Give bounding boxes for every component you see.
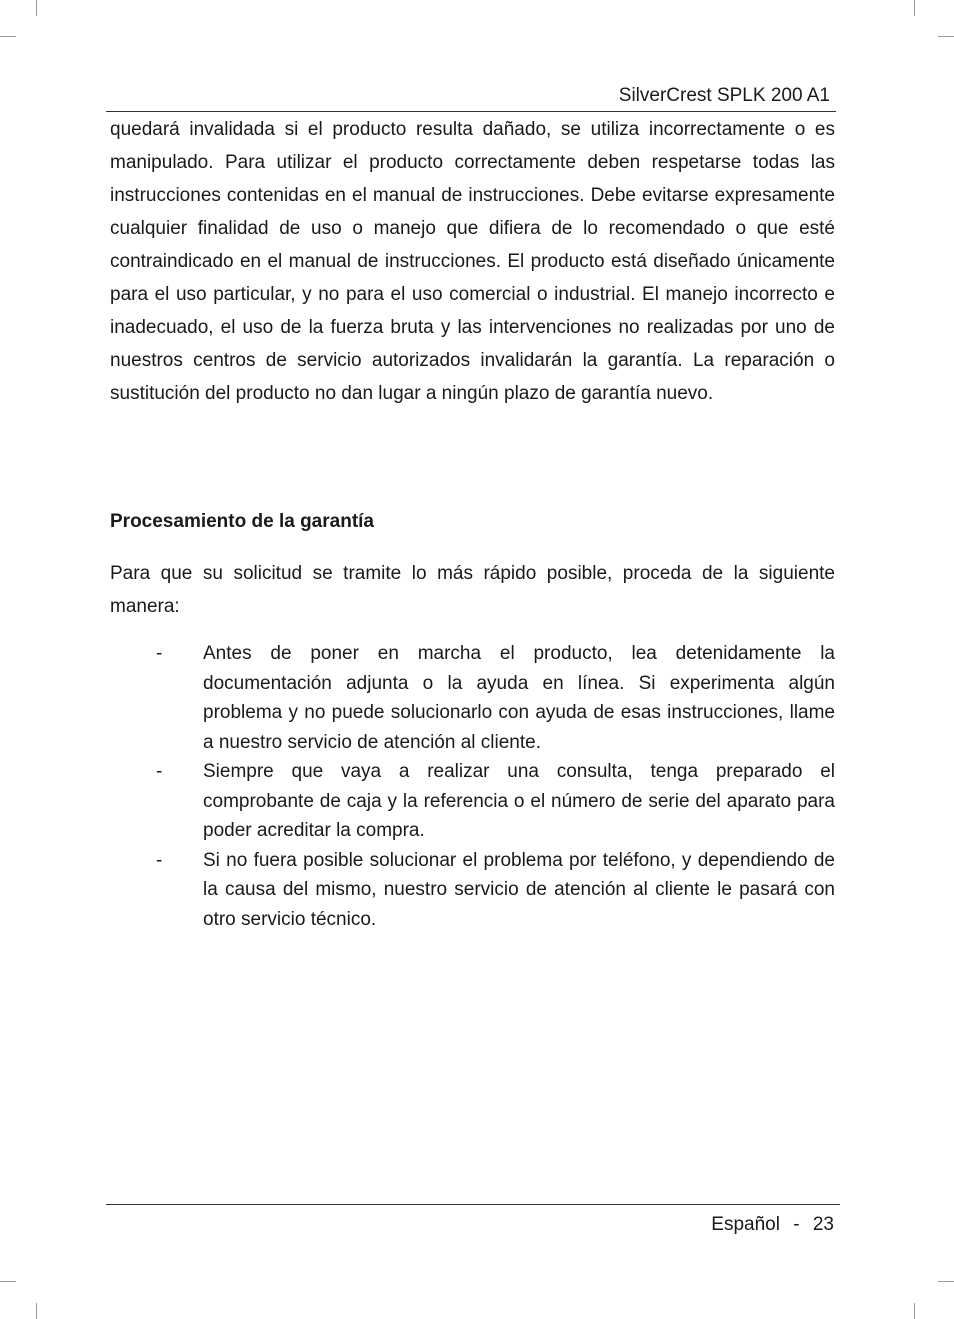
- footer-divider: [106, 1204, 840, 1205]
- header-divider: [106, 111, 836, 112]
- running-header: SilverCrest SPLK 200 A1: [618, 85, 830, 106]
- footer-language: Español: [711, 1214, 780, 1235]
- list-bullet: -: [156, 761, 163, 782]
- list-item-text: Antes de poner en marcha el producto, lea detenidamente la documentación adjunta o la ayuda en línea. Si experimenta algún problema y no puede solucionarlo con ayuda de esas instrucciones, llame a nuestro servicio de atención al cliente.: [203, 643, 835, 753]
- page-footer: [711, 1212, 834, 1238]
- step-list: [110, 639, 835, 934]
- section-heading: Procesamiento de la garantía: [110, 511, 374, 532]
- crop-mark: [0, 1281, 16, 1282]
- crop-mark: [938, 36, 954, 37]
- list-item: [110, 757, 835, 846]
- body-paragraph: quedará invalidada si el producto resulta dañado, se utiliza incorrectamente o es manipulado. Para utilizar el producto correctamente deben respetarse todas las instrucciones contenidas en el manual de instrucciones. Debe evitarse expresamente cualquier finalidad de uso o manejo que difiera de lo recomendado o que esté contraindicado en el manual de instrucciones. El producto está diseñado únicamente para el uso particular, y no para el uso comercial o industrial. El manejo incorrecto e inadecuado, el uso de la fuerza bruta y las intervenciones no realizadas por uno de nuestros centros de servicio autorizados invalidarán la garantía. La reparación o sustitución del producto no dan lugar a ningún plazo de garantía nuevo.: [110, 119, 835, 404]
- crop-mark: [36, 1303, 37, 1319]
- crop-mark: [0, 36, 16, 37]
- crop-mark: [914, 1303, 915, 1319]
- footer-separator: -: [793, 1214, 800, 1235]
- page-number: 23: [812, 1214, 834, 1235]
- list-bullet: -: [156, 849, 163, 871]
- crop-mark: [938, 1281, 954, 1282]
- list-item-text: Si no fuera posible solucionar el problema por teléfono, y dependiendo de la causa del mismo, nuestro servicio de atención al cliente le pasará con otro servicio técnico.: [203, 849, 835, 930]
- crop-mark: [914, 0, 915, 16]
- list-item-text: Siempre que vaya a realizar una consulta, tenga preparado el comprobante de caja y la referencia o el número de serie del aparato para poder acreditar la compra.: [203, 761, 835, 841]
- list-item: [110, 846, 835, 935]
- crop-mark: [36, 0, 37, 16]
- page-content: [110, 113, 835, 930]
- section-intro: Para que su solicitud se tramite lo más rápido posible, proceda de la siguiente manera:: [110, 563, 835, 617]
- list-bullet: -: [156, 643, 163, 664]
- list-item: [110, 639, 835, 757]
